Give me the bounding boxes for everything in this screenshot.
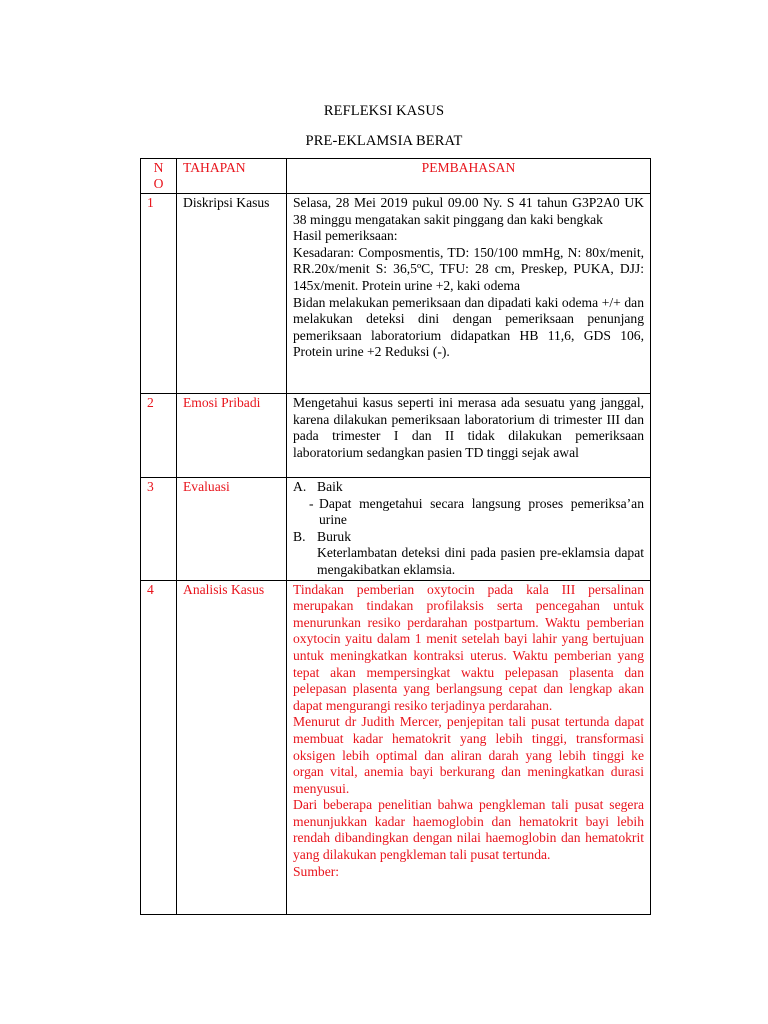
item-text: Buruk <box>317 528 351 544</box>
header-pembahasan: PEMBAHASAN <box>287 159 651 194</box>
reflection-table <box>140 158 651 915</box>
header-tahapan: TAHAPAN <box>177 159 287 194</box>
row-pembahasan <box>287 194 651 394</box>
row-tahapan: Analisis Kasus <box>177 580 287 914</box>
row-number: 4 <box>141 580 177 914</box>
paragraph: Selasa, 28 Mei 2019 pukul 09.00 Ny. S 41 tahun G3P2A0 UK 38 minggu mengatakan sakit pinggang dan kaki bengkak <box>293 195 644 227</box>
paragraph: Sumber: <box>293 863 340 879</box>
document-title: REFLEKSI KASUS <box>323 103 445 119</box>
row-tahapan: Emosi Pribadi <box>177 394 287 478</box>
item-description: Keterlambatan deteksi dini pada pasien pre-eklamsia dapat mengakibatkan eklamsia. <box>317 545 644 577</box>
row-pembahasan <box>287 478 651 581</box>
item-label: B. <box>293 528 306 544</box>
evaluation-item-b <box>293 529 644 546</box>
evaluation-item-a <box>293 479 644 496</box>
item-label: A. <box>293 479 307 494</box>
paragraph: Bidan melakukan pemeriksaan dan dipadati kaki odema +/+ dan melakukan deteksi dini dengan pemeriksaan penunjang pemeriksaan laboratorium didapatkan HB 11,6, GDS 106, Protein urine +2 Reduksi (-). <box>293 294 644 360</box>
paragraph: Dari beberapa penelitian bahwa pengkleman tali pusat segera menunjukkan kadar haemoglobin dan hematokrit bayi lebih rendah dibandingkan dengan nilai haemoglobin dan hematokrit yang dilakukan pengkleman tali pusat tertunda. <box>293 797 644 863</box>
row-number: 3 <box>141 478 177 581</box>
header-no: N O <box>141 159 177 194</box>
evaluation-subitem <box>293 496 644 529</box>
subitem-text: Dapat mengetahui secara langsung proses pemeriksa’an urine <box>319 495 644 528</box>
row-pembahasan <box>287 580 651 914</box>
paragraph: Hasil pemeriksaan: <box>293 228 398 244</box>
row-tahapan: Evaluasi <box>177 478 287 581</box>
row-tahapan: Diskripsi Kasus <box>177 194 287 394</box>
table-row <box>141 194 651 394</box>
paragraph: Tindakan pemberian oxytocin pada kala III persalinan merupakan tindakan profilaksis serta pencegahan untuk menurunkan resiko perdarahan postpartum. Waktu pemberian oxytocin yaitu dalam 1 menit setelah bayi lahir yang bertujuan untuk meningkatkan kontraksi uterus. Waktu pemberian yang tepat akan mempersingkat waktu pelepasan plasenta dan pelepasan plasenta yang berlangsung cepat dan lengkap akan dapat mengurangi resiko terjadinya perdarahan. <box>293 581 644 713</box>
dash-bullet: - <box>309 495 314 511</box>
document-subtitle: PRE-EKLAMSIA BERAT <box>305 133 463 149</box>
paragraph: Kesadaran: Composmentis, TD: 150/100 mmHg, N: 80x/menit, RR.20x/menit S: 36,5ºC, TFU: 28 cm, Preskep, PUKA, DJJ: 145x/menit. Protein urine +2, kaki odema <box>293 244 644 293</box>
paragraph: Mengetahui kasus seperti ini merasa ada sesuatu yang janggal, karena dilakukan pemeriksaan laboratorium di trimester III dan pada trimester I dan II tidak dilakukan pemeriksaan laboratorium sedangkan pasien TD tinggi sejak awal <box>293 395 644 460</box>
row-number: 1 <box>141 194 177 394</box>
item-text: Baik <box>317 479 343 494</box>
paragraph: Menurut dr Judith Mercer, penjepitan tali pusat tertunda dapat membuat kadar hematokrit yang lebih tinggi, transformasi oksigen lebih optimal dan aliran darah yang lebih tinggi ke organ vital, anemia bayi berkurang dan meningkatkan durasi menyusui. <box>293 714 644 796</box>
table-row <box>141 580 651 914</box>
table-header-row <box>141 159 651 194</box>
row-pembahasan <box>287 394 651 478</box>
row-number: 2 <box>141 394 177 478</box>
table-row <box>141 478 651 581</box>
table-row <box>141 394 651 478</box>
